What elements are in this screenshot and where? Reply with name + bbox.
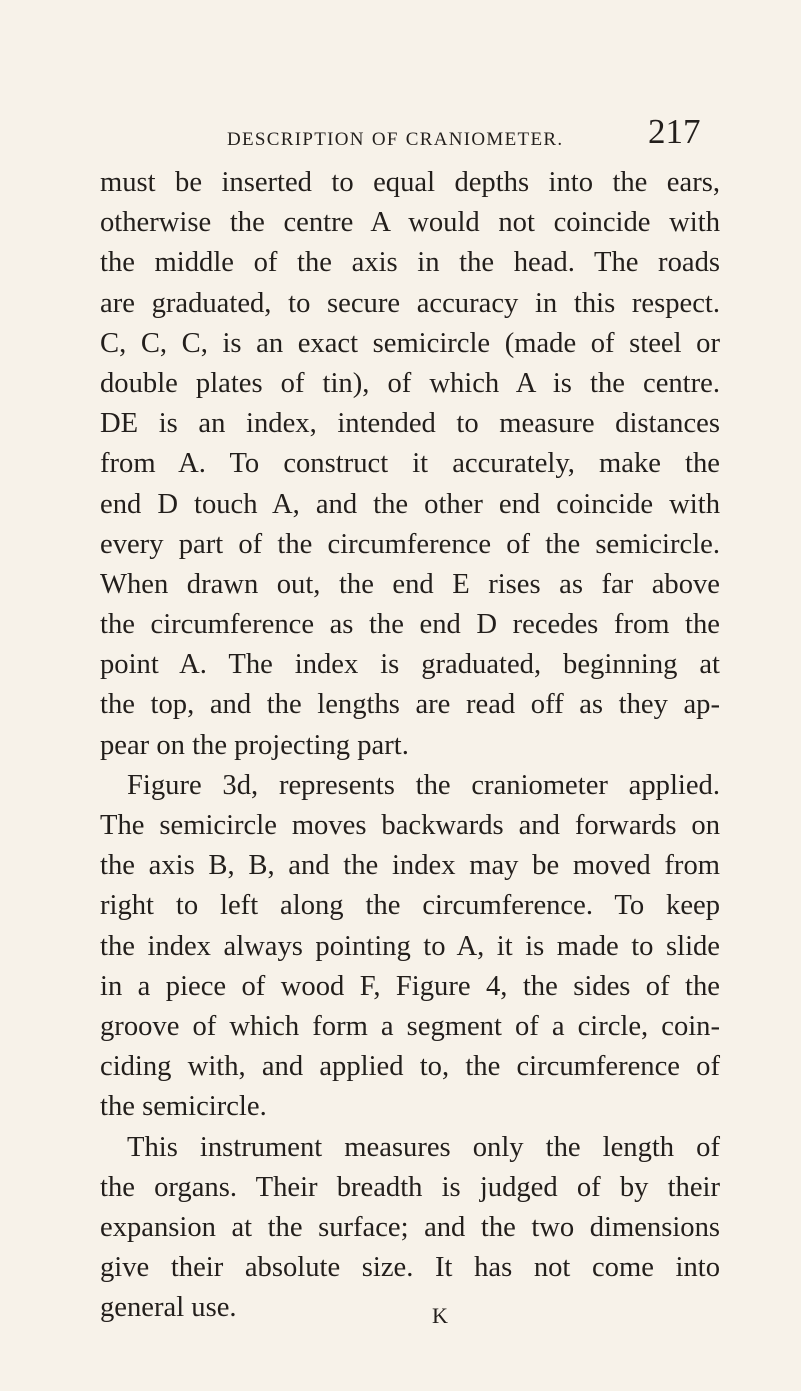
text-line: every part of the circumference of the semicircle. [100, 528, 720, 560]
running-title: DESCRIPTION OF CRANIOMETER. [227, 129, 564, 150]
page-number: 217 [648, 112, 701, 151]
text-line: end D touch A, and the other end coincide with [100, 488, 720, 520]
signature-mark: K [432, 1303, 449, 1328]
text-line: the axis B, B, and the index may be moved from [100, 850, 720, 882]
text-line: the organs. Their breadth is judged of by their [100, 1171, 720, 1203]
text-line: the circumference as the end D recedes from the [100, 609, 720, 641]
text-line: point A. The index is graduated, beginning at [100, 649, 720, 681]
text-line: give their absolute size. It has not come into [100, 1252, 720, 1284]
text-line: from A. To construct it accurately, make the [100, 448, 720, 480]
text-line: in a piece of wood F, Figure 4, the sides of the [100, 970, 720, 1002]
text-line: This instrument measures only the length of [127, 1131, 720, 1163]
text-line: DE is an index, intended to measure distances [100, 408, 720, 440]
text-line: right to left along the circumference. To keep [100, 890, 720, 922]
text-line: C, C, C, is an exact semicircle (made of steel or [100, 327, 720, 359]
text-line: the semicircle. [100, 1091, 267, 1123]
body-text [100, 163, 720, 1328]
text-line: the index always pointing to A, it is made to slide [100, 930, 720, 962]
text-line: otherwise the centre A would not coincide with [100, 207, 720, 239]
text-line: are graduated, to secure accuracy in this respect. [100, 287, 720, 319]
text-line: The semicircle moves backwards and forwards on [100, 810, 720, 841]
text-line: the top, and the lengths are read off as they ap- [100, 689, 720, 721]
text-line: double plates of tin), of which A is the centre. [100, 367, 720, 399]
text-line: must be inserted to equal depths into the ears, [100, 167, 720, 198]
text-line: groove of which form a segment of a circle, coin- [100, 1010, 720, 1042]
text-line: Figure 3d, represents the craniometer applied. [127, 769, 720, 801]
running-head [227, 112, 707, 162]
text-line: ciding with, and applied to, the circumference of [100, 1051, 720, 1083]
text-line: general use. [100, 1292, 237, 1324]
text-line: expansion at the surface; and the two dimensions [100, 1211, 720, 1243]
text-line: the middle of the axis in the head. The roads [100, 247, 720, 279]
text-line: When drawn out, the end E rises as far above [100, 568, 720, 600]
text-line: pear on the projecting part. [100, 729, 409, 761]
